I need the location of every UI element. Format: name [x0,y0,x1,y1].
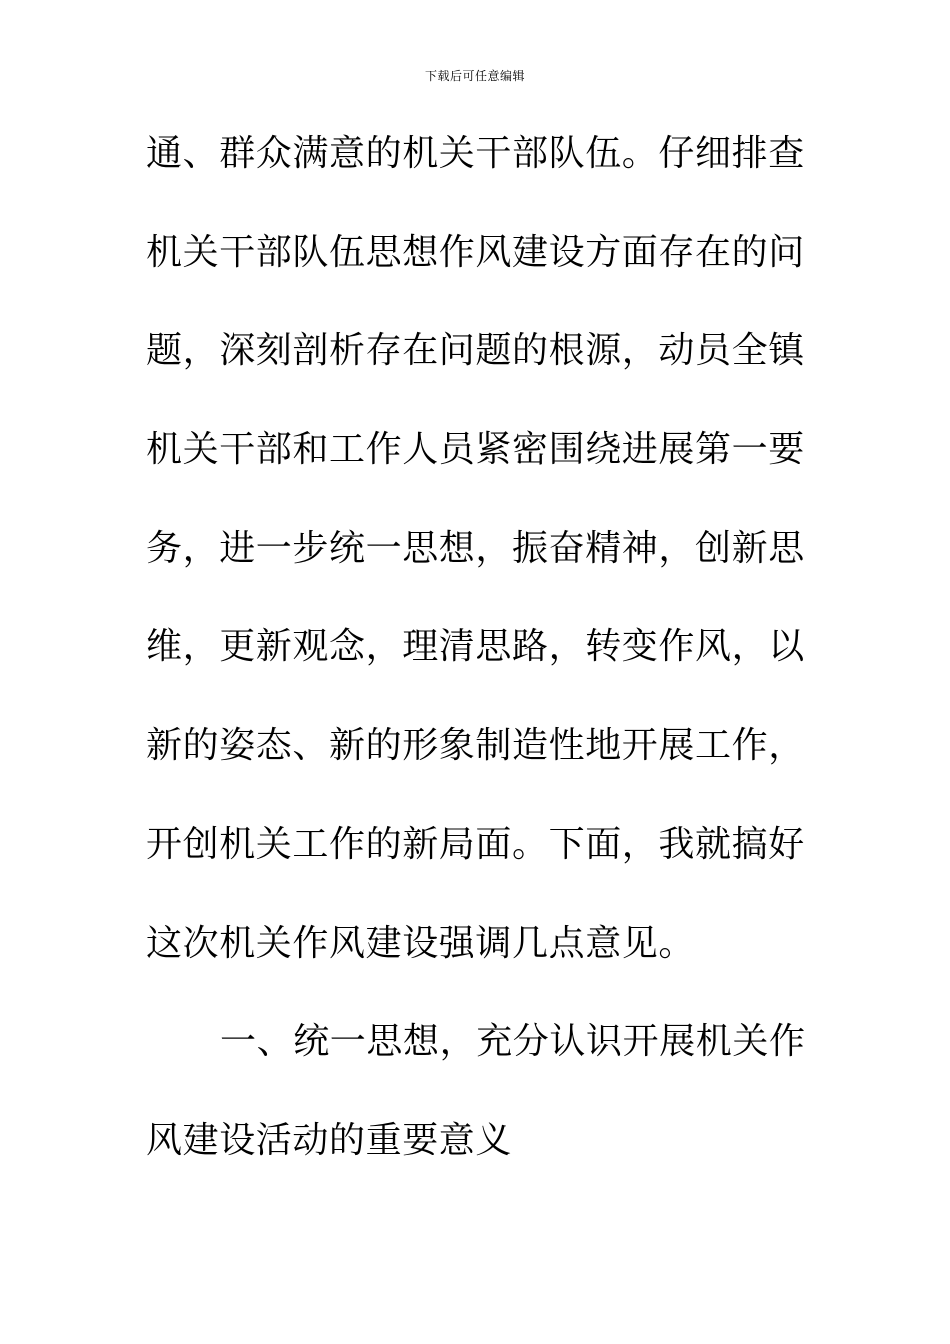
section-heading-line: 风建设活动的重要意义 [146,1119,513,1161]
paragraph-line: 开创机关工作的新局面。下面，我就搞好 [146,823,805,865]
paragraph-line: 题，深刻剖析存在问题的根源，动员全镇 [146,330,805,372]
paragraph-line: 机关干部和工作人员紧密围绕进展第一要 [146,429,805,471]
paragraph-line: 务，进一步统一思想，振奋精神，创新思 [146,527,805,569]
paragraph-line: 通、群众满意的机关干部队伍。仔细排查 [146,133,805,174]
section-heading-line: 一、统一思想，充分认识开展机关作 [220,1021,806,1063]
paragraph-line: 新的姿态、新的形象制造性地开展工作， [146,725,805,767]
paragraph-line: 维，更新观念，理清思路，转变作风，以 [146,626,805,668]
header-note: 下载后可任意编辑 [424,69,525,83]
paragraph-line: 这次机关作风建设强调几点意见。 [146,922,696,964]
body-text [146,124,806,1210]
paragraph-line: 机关干部队伍思想作风建设方面存在的问 [146,231,805,273]
